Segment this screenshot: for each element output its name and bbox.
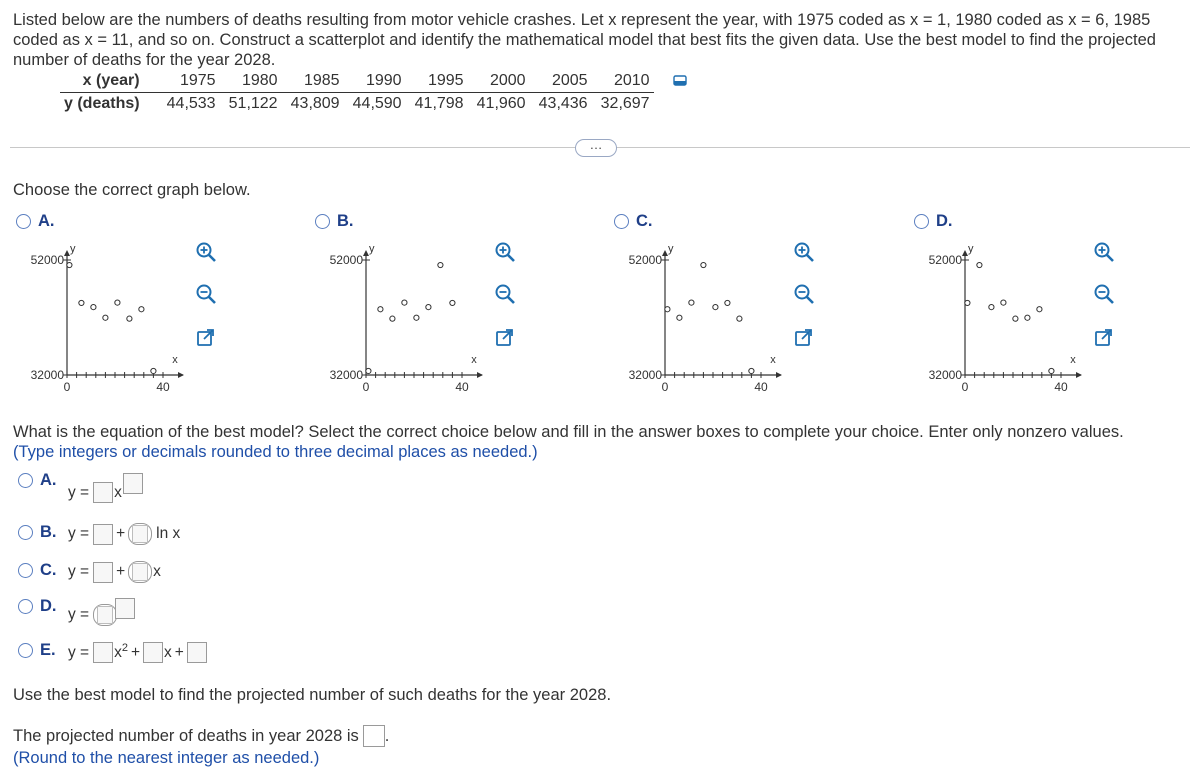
table-row-years [60, 70, 654, 93]
x-tick-label: 40 [754, 380, 768, 394]
projection-input[interactable] [363, 725, 385, 747]
deaths-cell: 43,809 [290, 95, 340, 112]
data-point [989, 304, 994, 309]
x-tick-label: 40 [455, 380, 469, 394]
zoom-in-icon[interactable] [793, 241, 815, 263]
scatterplot-a[interactable] [13, 238, 193, 408]
y-equals: y = [68, 563, 90, 580]
problem-statement: Listed below are the numbers of deaths resulting from motor vehicle crashes. Let x represent the year, with 1975 coded as x = 1, 1980 coded as x = 6, 1985 coded as x = 11, and so on. Construct a scatterplot and identify the mathematical model that best fits the given data. Use the best model to find the projected number of deaths for the year 2028. [13, 11, 1156, 69]
ln-x-term: ln x [156, 525, 181, 542]
y-tick-label: 32000 [329, 368, 363, 382]
y-tick-label: 52000 [628, 253, 662, 267]
projection-suffix: . [384, 726, 390, 745]
graph-option-a-label: A. [38, 212, 55, 230]
y-equals: y = [68, 483, 90, 501]
model-option-d-equation [68, 604, 135, 626]
model-option-e-label: E. [40, 641, 56, 659]
graph-option-d-label: D. [936, 212, 953, 230]
x-axis-label: x [172, 354, 178, 366]
zoom-in-icon[interactable] [1093, 241, 1115, 263]
model-question: What is the equation of the best model? Select the correct choice below and fill in the answer boxes to complete your choice. Enter only nonzero values. [13, 423, 1124, 441]
data-point [414, 315, 419, 320]
linear-coefficient-input[interactable] [143, 642, 163, 663]
open-new-window-icon[interactable] [195, 327, 217, 349]
open-new-window-icon[interactable] [1093, 327, 1115, 349]
data-point [390, 316, 395, 321]
x-tick-label: 0 [362, 380, 370, 394]
scatterplot-d[interactable] [911, 238, 1091, 408]
model-option-c-radio[interactable] [18, 563, 33, 578]
deaths-cell: 44,533 [166, 95, 216, 112]
y-tick-label: 52000 [329, 253, 363, 267]
open-new-window-icon[interactable] [494, 327, 516, 349]
projection-prefix: The projected number of deaths in year 2028 is [13, 726, 359, 745]
data-point [689, 300, 694, 305]
plus-sign: + [130, 643, 141, 661]
data-point [151, 368, 156, 373]
exponent-input[interactable] [123, 473, 143, 494]
y-tick-label: 32000 [928, 368, 962, 382]
data-point [1013, 316, 1018, 321]
year-cell: 1980 [220, 70, 282, 93]
data-point [1037, 307, 1042, 312]
base-input[interactable] [93, 604, 117, 626]
data-point [665, 307, 670, 312]
model-option-d-label: D. [40, 597, 57, 615]
data-point [725, 300, 730, 305]
x-tick-label: 40 [156, 380, 170, 394]
data-point [1025, 315, 1030, 320]
model-option-c-label: C. [40, 561, 57, 579]
model-option-b-equation [68, 523, 180, 545]
data-point [438, 262, 443, 267]
coefficient-input[interactable] [128, 523, 152, 545]
x-axis-label: x [1070, 354, 1076, 366]
zoom-out-icon[interactable] [1093, 283, 1115, 305]
zoom-out-icon[interactable] [494, 283, 516, 305]
deaths-cell: 32,697 [600, 95, 650, 112]
y-tick-label: 32000 [30, 368, 64, 382]
data-point [103, 315, 108, 320]
model-option-e-radio[interactable] [18, 643, 33, 658]
y-header: y (deaths) [64, 95, 140, 112]
y-axis-label: y [668, 243, 674, 255]
data-point [965, 300, 970, 305]
x-axis-label: x [770, 354, 776, 366]
y-equals: y = [68, 643, 90, 661]
year-cell: 2000 [468, 70, 530, 93]
data-point [977, 262, 982, 267]
data-point [378, 307, 383, 312]
data-point [91, 304, 96, 309]
data-point [79, 300, 84, 305]
deaths-cell: 51,122 [228, 95, 278, 112]
x-squared-term: $x^2$ [114, 642, 128, 662]
projection-question: Use the best model to find the projected number of such deaths for the year 2028. [13, 686, 612, 704]
x-tick-label: 40 [1054, 380, 1068, 394]
y-tick-label: 52000 [30, 253, 64, 267]
y-axis-label: y [369, 243, 375, 255]
model-option-b-label: B. [40, 523, 57, 541]
y-tick-label: 52000 [928, 253, 962, 267]
x-term: x [164, 643, 172, 661]
x-term: x [114, 483, 122, 501]
copy-icon[interactable] [673, 75, 687, 87]
graph-option-b-radio[interactable] [315, 214, 330, 229]
scatterplot-b[interactable] [312, 238, 492, 408]
deaths-cell: 44,590 [352, 95, 402, 112]
graph-option-a-radio[interactable] [16, 214, 31, 229]
y-equals: y = [68, 525, 90, 542]
data-point [67, 262, 72, 267]
plus-sign: + [116, 525, 126, 542]
deaths-cell: 41,960 [476, 95, 526, 112]
table-row-deaths [60, 93, 654, 116]
data-point [366, 368, 371, 373]
expand-more-button[interactable]: … [575, 139, 617, 157]
data-point [713, 304, 718, 309]
data-point [1001, 300, 1006, 305]
graph-option-c-radio[interactable] [614, 214, 629, 229]
model-hint: (Type integers or decimals rounded to three decimal places as needed.) [13, 443, 538, 461]
constant-input[interactable] [187, 642, 207, 663]
model-option-e-equation [68, 642, 207, 663]
plus-sign: + [174, 643, 184, 661]
data-point [450, 300, 455, 305]
data-point [677, 315, 682, 320]
graph-option-b-label: B. [337, 212, 354, 230]
model-option-a-label: A. [40, 471, 57, 489]
constant-input[interactable] [93, 562, 113, 583]
data-point [402, 300, 407, 305]
year-cell: 1985 [282, 70, 344, 93]
model-option-b-radio[interactable] [18, 525, 33, 540]
x-term: x [153, 563, 161, 580]
coefficient-input[interactable] [115, 598, 135, 619]
year-cell: 1975 [158, 70, 220, 93]
y-axis-label: y [968, 243, 974, 255]
data-point [115, 300, 120, 305]
coefficient-input[interactable] [93, 482, 113, 503]
graph-option-d-radio[interactable] [914, 214, 929, 229]
projection-hint: (Round to the nearest integer as needed.) [13, 749, 320, 767]
graph-option-c-label: C. [636, 212, 653, 230]
x-axis-label: x [471, 354, 477, 366]
y-equals: y = [68, 606, 90, 623]
data-point [127, 316, 132, 321]
open-new-window-icon[interactable] [793, 327, 815, 349]
y-tick-label: 32000 [628, 368, 662, 382]
data-point [749, 368, 754, 373]
zoom-out-icon[interactable] [195, 283, 217, 305]
model-option-d-radio[interactable] [18, 599, 33, 614]
x-tick-label: 0 [63, 380, 71, 394]
projection-answer [13, 725, 389, 747]
year-cell: 1990 [344, 70, 406, 93]
zoom-out-icon[interactable] [793, 283, 815, 305]
y-axis-label: y [70, 243, 76, 255]
data-table [60, 70, 654, 115]
graph-question: Choose the correct graph below. [13, 181, 251, 199]
data-point [737, 316, 742, 321]
x-tick-label: 0 [661, 380, 669, 394]
deaths-cell: 43,436 [538, 95, 588, 112]
model-option-a-radio[interactable] [18, 473, 33, 488]
x-tick-label: 0 [961, 380, 969, 394]
model-option-c-equation [68, 561, 161, 583]
x-header: x (year) [60, 70, 158, 93]
data-point [701, 262, 706, 267]
year-cell: 2005 [530, 70, 592, 93]
data-point [426, 304, 431, 309]
year-cell: 1995 [406, 70, 468, 93]
constant-input[interactable] [93, 524, 113, 545]
model-option-a-equation [68, 482, 143, 503]
scatterplot-c[interactable] [611, 238, 791, 408]
zoom-in-icon[interactable] [195, 241, 217, 263]
data-point [139, 307, 144, 312]
deaths-cell: 41,798 [414, 95, 464, 112]
plus-sign: + [116, 563, 126, 580]
quadratic-coefficient-input[interactable] [93, 642, 113, 663]
year-cell: 2010 [592, 70, 654, 93]
coefficient-input[interactable] [128, 561, 152, 583]
zoom-in-icon[interactable] [494, 241, 516, 263]
data-point [1049, 368, 1054, 373]
